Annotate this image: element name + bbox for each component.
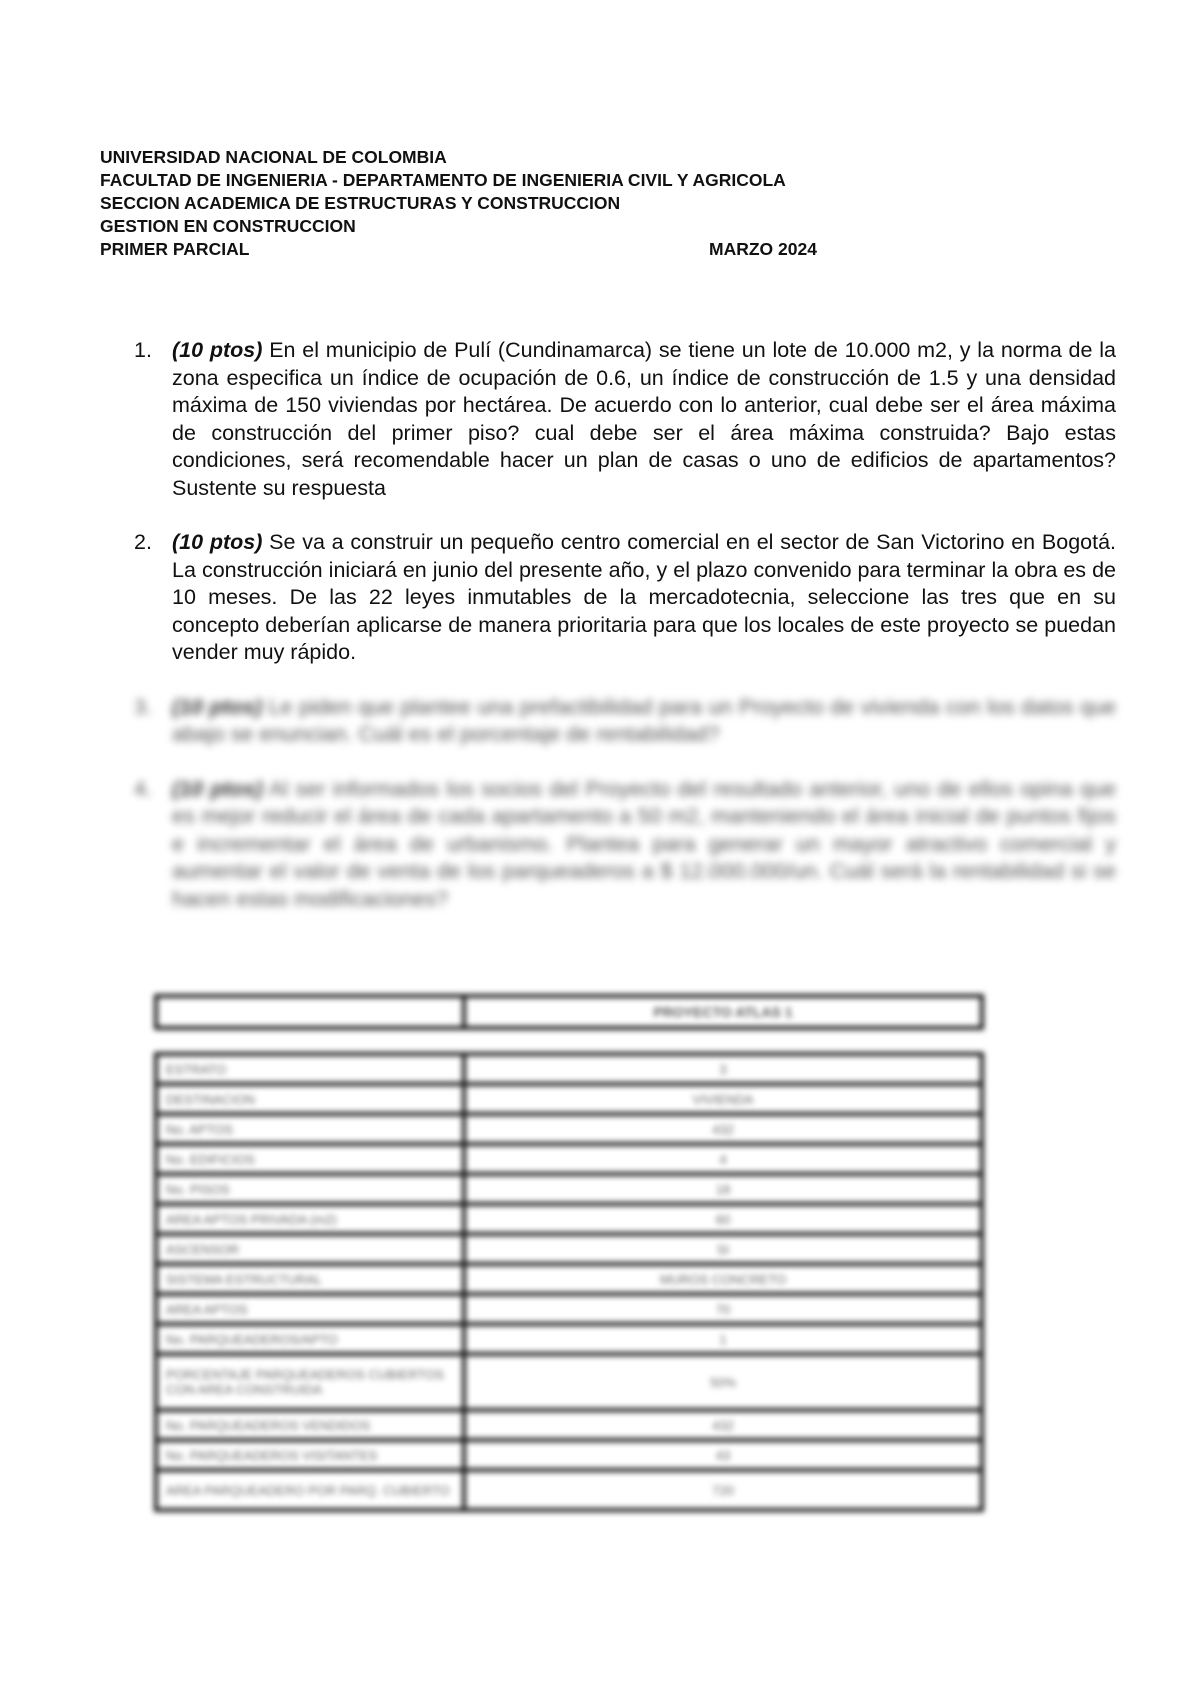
- academic-section: SECCION ACADEMICA DE ESTRUCTURAS Y CONSTRUCCION: [100, 193, 621, 213]
- table-row: [156, 1410, 982, 1440]
- question-list: [130, 337, 1116, 940]
- table-row: [156, 1354, 982, 1410]
- row-label: No. PARQUEADEROS/APTO: [156, 1324, 464, 1354]
- exam-row: [100, 238, 1000, 261]
- table-row: [156, 1054, 982, 1084]
- exam-header: [100, 146, 1000, 261]
- row-label: No. PARQUEADEROS VISITANTES: [156, 1440, 464, 1470]
- row-label: ASCENSOR: [156, 1234, 464, 1264]
- question-text: Al ser informados los socios del Proyecto del resultado anterior, uno de ellos opina que es mejor reducir el área de cada apartamento a 50 m2, manteniendo el área inicial de puntos fijos e incrementar el área de urbanismo. Plantea para generar un mayor atractivo comercial y aumentar el valor de venta de los parqueaderos a $ 12.000.000/un. Cuál será la rentabilidad si se hacen estas modificaciones?: [172, 776, 1116, 911]
- question-number: 3.: [134, 694, 152, 719]
- question-3: [130, 694, 1116, 749]
- table-row: [156, 1470, 982, 1510]
- table-row: [156, 1440, 982, 1470]
- question-number: 4.: [134, 776, 152, 801]
- faculty-department: FACULTAD DE INGENIERIA - DEPARTAMENTO DE INGENIERIA CIVIL Y AGRICOLA: [100, 170, 786, 190]
- row-label: AREA PARQUEADERO POR PARQ. CUBIERTO: [156, 1470, 464, 1510]
- question-points: (10 ptos): [172, 338, 263, 362]
- row-value: SI: [464, 1234, 982, 1264]
- row-label: ESTRATO: [156, 1054, 464, 1084]
- row-value: 720: [464, 1470, 982, 1510]
- table-row: [156, 1114, 982, 1144]
- project-data-table: [154, 1052, 984, 1512]
- table-row: [156, 1174, 982, 1204]
- row-value: 43: [464, 1440, 982, 1470]
- exam-title: PRIMER PARCIAL: [100, 239, 250, 259]
- row-value: 1: [464, 1324, 982, 1354]
- table-row: [156, 1234, 982, 1264]
- row-value: VIVIENDA: [464, 1084, 982, 1114]
- question-text: Se va a construir un pequeño centro comercial en el sector de San Victorino en Bogotá. La construcción iniciará en junio del presente año, y el plazo convenido para terminar la obra es de 10 meses. De las 22 leyes inmutables de la mercadotecnia, seleccione las tres que en su concepto deberían aplicarse de manera prioritaria para que los locales de este proyecto se puedan vender muy rápido.: [172, 530, 1117, 664]
- table-row: [156, 1204, 982, 1234]
- row-value: 432: [464, 1114, 982, 1144]
- question-points: (10 ptos): [172, 694, 263, 719]
- table-row: [156, 1084, 982, 1114]
- row-value: 18: [464, 1174, 982, 1204]
- question-1: [130, 337, 1116, 502]
- row-value: 50%: [464, 1354, 982, 1410]
- question-points: (10 ptos): [172, 776, 263, 801]
- question-points: (10 ptos): [172, 530, 263, 554]
- row-label: No. EDIFICIOS: [156, 1144, 464, 1174]
- row-value: 70: [464, 1294, 982, 1324]
- question-number: 2.: [134, 530, 152, 554]
- table-row: [156, 1144, 982, 1174]
- row-label: No. APTOS: [156, 1114, 464, 1144]
- row-label: AREA APTOS: [156, 1294, 464, 1324]
- table-row: [156, 1264, 982, 1294]
- course-name: GESTION EN CONSTRUCCION: [100, 216, 356, 236]
- university-name: UNIVERSIDAD NACIONAL DE COLOMBIA: [100, 147, 447, 167]
- table-title: PROYECTO ATLAS 1: [464, 996, 982, 1028]
- row-label: No. PISOS: [156, 1174, 464, 1204]
- question-number: 1.: [134, 338, 152, 362]
- question-text: Le piden que plantee una prefactibilidad para un Proyecto de vivienda con los datos que abajo se enuncian. Cuál es el porcentaje de rentabilidad?: [172, 694, 1116, 746]
- row-label: SISTEMA ESTRUCTURAL: [156, 1264, 464, 1294]
- row-value: 432: [464, 1410, 982, 1440]
- question-text: En el municipio de Pulí (Cundinamarca) se tiene un lote de 10.000 m2, y la norma de la zona especifica un índice de ocupación de 0.6, un índice de construcción de 1.5 y una densidad máxima de 150 viviendas por hectárea. De acuerdo con lo anterior, cual debe ser el área máxima de construcción del primer piso? cual debe ser el área máxima construida? Bajo estas condiciones, será recomendable hacer un plan de casas o uno de edificios de apartamentos? Sustente su respuesta: [172, 338, 1116, 500]
- project-title-table: [154, 994, 984, 1030]
- table-row: [156, 1294, 982, 1324]
- row-label: PORCENTAJE PARQUEADEROS CUBIERTOS CON AREA CONSTRUIDA: [156, 1354, 464, 1410]
- exam-date: MARZO 2024: [709, 239, 817, 259]
- project-data-table-area: [154, 994, 984, 1512]
- row-label: No. PARQUEADEROS VENDIDOS: [156, 1410, 464, 1440]
- question-2: [130, 529, 1116, 667]
- row-value: 60: [464, 1204, 982, 1234]
- row-label: DESTINACION: [156, 1084, 464, 1114]
- table-title-row: [156, 996, 982, 1028]
- row-value: 4: [464, 1144, 982, 1174]
- row-label: AREA APTOS PRIVADA (m2): [156, 1204, 464, 1234]
- row-value: 3: [464, 1054, 982, 1084]
- row-value: MUROS CONCRETO: [464, 1264, 982, 1294]
- table-row: [156, 1324, 982, 1354]
- question-4: [130, 776, 1116, 914]
- table-title-empty-cell: [156, 996, 464, 1028]
